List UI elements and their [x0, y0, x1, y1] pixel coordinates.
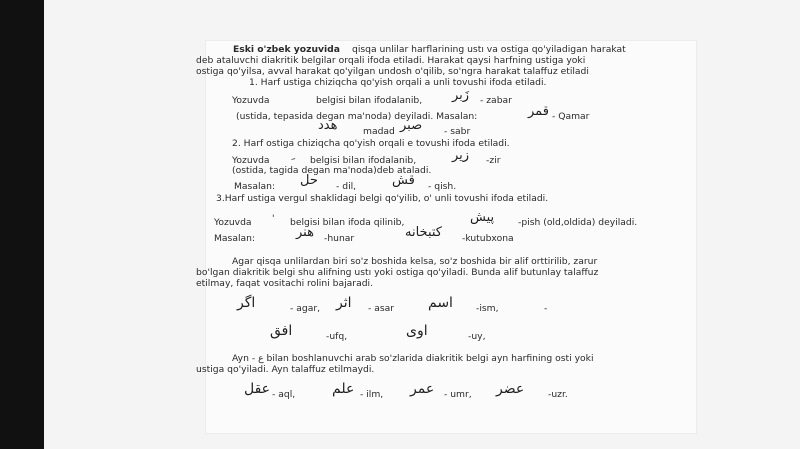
- para2-line1: Agar qisqa unlilardan biri so'z boshida kelsa, so'z boshida bir alif orttirilib, zarur: [232, 256, 598, 267]
- ayn-example2-latin: - ilm,: [360, 389, 384, 400]
- para2-line2: bo'lgan diakritik belgi shu alifning ustı yoki ostiga qo'yiladi. Bunda alif butunlay talaffuz: [196, 267, 599, 278]
- item-2: 2. Harf ostiga chiziqcha qo'yish orqali e tovushi ifoda etiladi.: [232, 138, 510, 149]
- ayn-example4-latin: -uzr.: [548, 389, 568, 400]
- pish-example2-latin: -kutubxona: [462, 233, 514, 244]
- para3-line2: ustiga qo'yiladi. Ayn talaffuz etilmaydi.: [196, 364, 375, 375]
- alif-example5-arabic: اوی: [406, 323, 428, 339]
- zir-example2-latin: - qish.: [428, 181, 457, 192]
- item-3: 3.Harf ustiga vergul shaklidagi belgi qo'yilib, o' unli tovushi ifoda etiladi.: [216, 193, 549, 204]
- zir-example1-arabic: حل: [300, 173, 318, 188]
- alif-example5-latin: -uy,: [468, 331, 486, 342]
- zir-term: -zir: [486, 155, 501, 166]
- para1-line3: ostiga qo'yilsa, avval harakat qo'yilgan undosh o'qilib, so'ngra harakat talaffuz etiladi: [196, 66, 589, 77]
- zabar-belgisi: belgisi bilan ifodalanib,: [316, 95, 423, 106]
- zabar-arabic: زَبر: [452, 88, 470, 103]
- zir-example1-latin: - dil,: [336, 181, 357, 192]
- zir-belgisi: belgisi bilan ifodalanib,: [310, 155, 417, 166]
- zabar-explain: (ustida, tepasida degan ma'noda) deyiladi. Masalan:: [236, 111, 478, 122]
- pish-term: -pish (old,oldida) deyiladi.: [518, 217, 638, 228]
- ayn-example4-arabic: عضر: [496, 381, 525, 397]
- para1-line2: deb ataluvchi diakritik belgilar orqali ifoda etiladi. Harakat qaysi harfning ustiga yoki: [196, 55, 586, 66]
- zabar-example2-latin2: - sabr: [444, 126, 471, 137]
- pish-arabic: پيش: [470, 210, 495, 225]
- ayn-example1-arabic: عقل: [244, 381, 271, 397]
- alif-example2-latin: - asar: [368, 303, 395, 314]
- para3-line1: Ayn - ع bilan boshlanuvchi arab so'zlarida diakritik belgi ayn harfining osti yoki: [232, 353, 594, 364]
- alif-example4-latin: -ufq,: [326, 331, 348, 342]
- ayn-example3-arabic: عمر: [410, 381, 435, 397]
- alif-example1-latin: - agar,: [290, 303, 321, 314]
- heading-bold: Eski o'zbek yozuvida: [233, 44, 340, 55]
- para1-line1: qisqa unlilar harflarining ustı va ostiga qo'yiladigan harakat: [352, 44, 626, 55]
- alif-example3-arabic: اسم: [428, 295, 453, 311]
- zabar-example2-latin1: madad: [363, 126, 395, 137]
- pish-yozuvda: Yozuvda: [214, 217, 252, 228]
- alif-example3-latin: -ism,: [476, 303, 499, 314]
- pish-masalan: Masalan:: [214, 233, 256, 244]
- zir-arabic: زير: [452, 148, 470, 163]
- zabar-term: - zabar: [480, 95, 512, 106]
- zabar-yozuvda: Yozuvda: [232, 95, 270, 106]
- item-1: 1. Harf ustiga chiziqcha qo'yish orqali a unli tovushi ifoda etiladi.: [249, 77, 547, 88]
- ayn-example3-latin: - umr,: [444, 389, 472, 400]
- pish-belgisi: belgisi bilan ifoda qilinib,: [290, 217, 405, 228]
- pish-example1-latin: -hunar: [324, 233, 355, 244]
- pish-mark: ': [272, 213, 275, 224]
- zabar-example2-arabic2: صبر: [400, 118, 423, 133]
- zabar-example-latin: - Qamar: [552, 111, 590, 122]
- para2-line3: etilmay, faqat vositachi rolini bajaradi.: [196, 278, 373, 289]
- zir-yozuvda: Yozuvda: [232, 155, 270, 166]
- alif-example2-arabic: اثر: [336, 295, 352, 311]
- ayn-example2-arabic: علم: [332, 381, 355, 397]
- zabar-example2-arabic1: هدد: [318, 118, 338, 133]
- alif-example1-arabic: اگر: [237, 295, 256, 311]
- zir-example2-arabic: قش: [392, 173, 415, 188]
- alif-example4-arabic: افق: [270, 323, 293, 339]
- zir-masalan: Masalan:: [234, 181, 276, 192]
- zir-explain: (ostida, tagida degan ma'noda)deb ataladi.: [232, 165, 432, 176]
- zabar-example-arabic: قمر: [528, 104, 549, 119]
- pish-example1-arabic: هنر: [296, 225, 314, 240]
- alif-row1-dash: -: [544, 303, 548, 314]
- ayn-example1-latin: - aql,: [272, 389, 296, 400]
- pish-example2-arabic: كتبخانه: [405, 225, 442, 240]
